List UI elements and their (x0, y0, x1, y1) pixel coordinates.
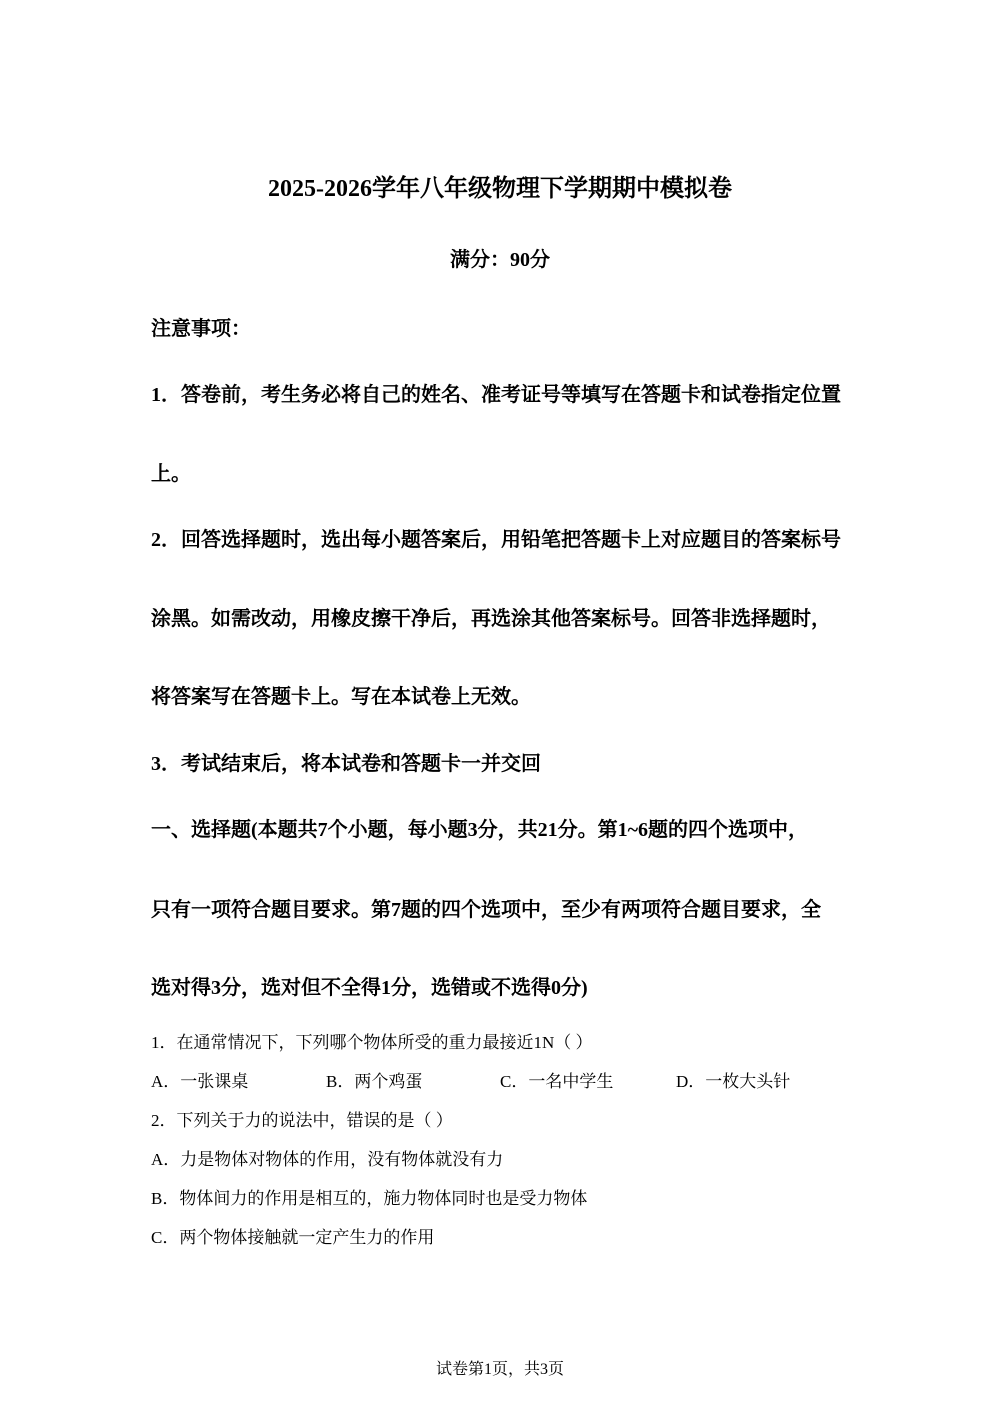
page-footer: 试卷第1页，共3页 (435, 1361, 564, 1378)
notice-line: 1．答卷前，考生务必将自己的姓名、准考证号等填写在答题卡和试卷指定位置 (151, 384, 841, 406)
option-b: B．两个鸡蛋 (326, 1072, 423, 1091)
option-a: A．一张课桌 (151, 1072, 249, 1091)
option-d: D．一枚大头针 (676, 1072, 791, 1091)
question-stem: 2．下列关于力的说法中，错误的是（ ） (151, 1111, 453, 1130)
full-score: 满分：90分 (450, 249, 550, 271)
notice-line: 3．考试结束后，将本试卷和答题卡一并交回 (151, 753, 541, 775)
option-b: B．物体间力的作用是相互的，施力物体同时也是受力物体 (151, 1189, 588, 1208)
notice-line: 将答案写在答题卡上。写在本试卷上无效。 (151, 686, 531, 708)
section-instruction: 一、选择题(本题共7个小题，每小题3分，共21分。第1~6题的四个选项中， (151, 819, 809, 841)
option-c: C．一名中学生 (500, 1072, 614, 1091)
option-a: A．力是物体对物体的作用，没有物体就没有力 (151, 1150, 504, 1169)
notice-line: 上。 (151, 463, 191, 485)
notice-line: 涂黑。如需改动，用橡皮擦干净后，再选涂其他答案标号。回答非选择题时， (151, 608, 831, 630)
notice-heading: 注意事项： (151, 318, 251, 340)
notice-line: 2．回答选择题时，选出每小题答案后，用铅笔把答题卡上对应题目的答案标号 (151, 529, 841, 551)
section-instruction: 只有一项符合题目要求。第7题的四个选项中，至少有两项符合题目要求，全 (151, 899, 821, 921)
option-c: C．两个物体接触就一定产生力的作用 (151, 1228, 435, 1247)
exam-title: 2025-2026学年八年级物理下学期期中模拟卷 (268, 176, 732, 202)
question-stem: 1．在通常情况下，下列哪个物体所受的重力最接近1N（ ） (151, 1033, 593, 1052)
section-instruction: 选对得3分，选对但不全得1分，选错或不选得0分) (151, 977, 588, 999)
